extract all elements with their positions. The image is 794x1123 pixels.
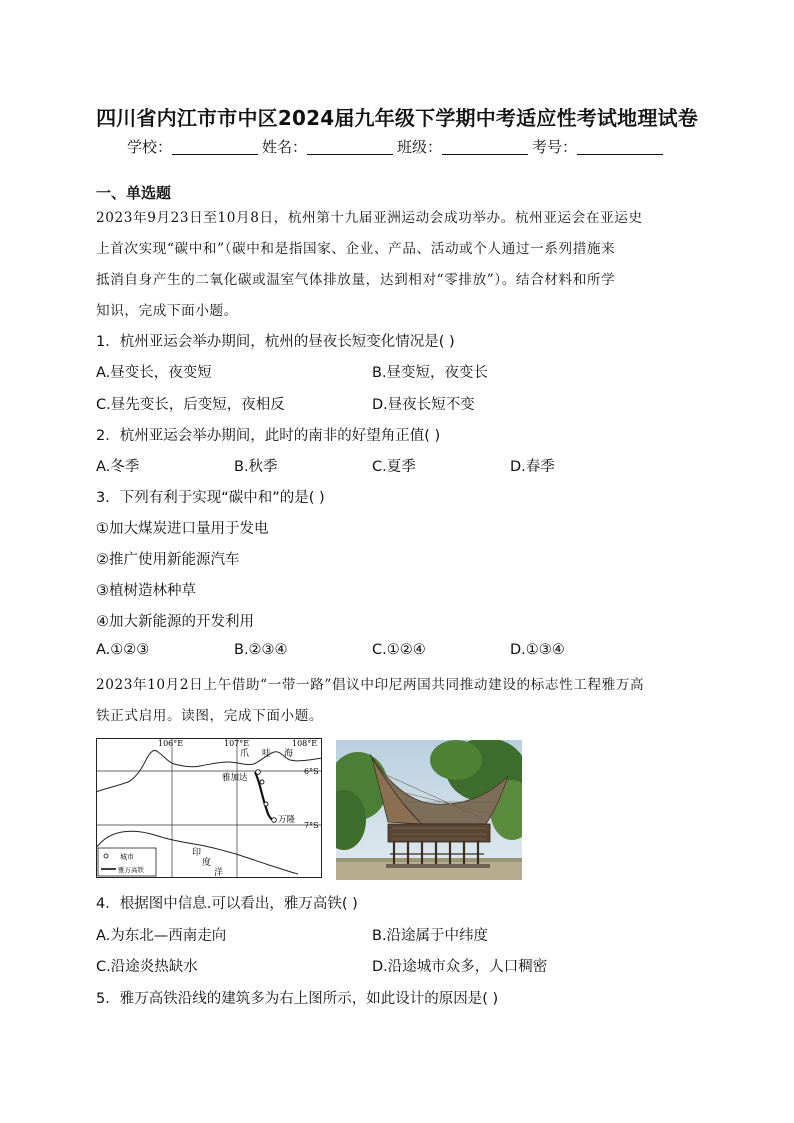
- q3-item: ③植树造林种草: [96, 583, 196, 599]
- q1-option-b[interactable]: B.昼变短，夜变长: [372, 365, 489, 381]
- school-label: 学校：: [126, 138, 172, 156]
- lat-label: 7°S: [304, 821, 319, 830]
- q4-option-a[interactable]: A.为东北—西南走向: [96, 928, 227, 944]
- q2-option-a[interactable]: A.冬季: [96, 459, 140, 475]
- exam-title: 四川省内江市市中区2024届九年级下学期中考适应性考试地理试卷: [96, 106, 698, 130]
- q3-item: ①加大煤炭进口量用于发电: [96, 521, 269, 537]
- ocean-label: 度: [202, 858, 212, 868]
- q3-item: ④加大新能源的开发利用: [96, 614, 254, 630]
- legend-city-label: 城市: [120, 853, 134, 861]
- student-info-line: [0, 136, 794, 157]
- legend-rail-label: 雅万高铁: [118, 866, 144, 874]
- ocean-label: 洋: [214, 868, 224, 878]
- name-label: 姓名：: [261, 138, 307, 156]
- class-blank[interactable]: [442, 138, 528, 155]
- stilt-house-photo: [336, 740, 522, 880]
- sea-label: 哇: [262, 749, 272, 759]
- q1-option-d[interactable]: D.昼夜长短不变: [372, 397, 475, 413]
- lon-label: 107°E: [224, 739, 250, 748]
- q4-option-c[interactable]: C.沿途炎热缺水: [96, 959, 198, 975]
- section-heading: 一、单选题: [96, 184, 172, 202]
- city-marker: [260, 780, 264, 784]
- material1-line: 知识，完成下面小题。: [96, 303, 238, 319]
- q4-option-d[interactable]: D.沿途城市众多，人口稠密: [372, 959, 548, 975]
- class-label: 班级：: [397, 138, 443, 156]
- q3-option-c[interactable]: C.①②④: [372, 642, 426, 658]
- question-3-stem: 3．下列有利于实现“碳中和”的是( ): [96, 490, 325, 506]
- lon-label: 108°E: [292, 739, 318, 748]
- q4-option-b[interactable]: B.沿途属于中纬度: [372, 928, 489, 944]
- city-label-jakarta: 雅加达: [222, 773, 248, 783]
- city-label-bandung: 万隆: [278, 815, 296, 825]
- q1-option-a[interactable]: A.昼变长，夜变短: [96, 365, 212, 381]
- q2-option-b[interactable]: B.秋季: [234, 459, 278, 475]
- question-4-stem: 4．根据图中信息.可以看出，雅万高铁( ): [96, 896, 358, 912]
- q2-option-c[interactable]: C.夏季: [372, 459, 416, 475]
- city-marker: [264, 802, 268, 806]
- city-bandung-marker: [272, 818, 277, 823]
- ocean-label: 印: [192, 848, 202, 858]
- material1-line: 上首次实现“碳中和”（碳中和是指国家、企业、产品、活动或个人通过一系列措施来: [96, 241, 616, 257]
- question-5-stem: 5．雅万高铁沿线的建筑多为右上图所示，如此设计的原因是( ): [96, 991, 499, 1007]
- sea-label: 海: [284, 749, 294, 759]
- q3-option-a[interactable]: A.①②③: [96, 642, 150, 658]
- sea-label: 爪: [240, 749, 250, 759]
- q1-option-c[interactable]: C.昼先变长，后变短，夜相反: [96, 397, 285, 413]
- lat-label: 6°S: [304, 767, 319, 776]
- number-blank[interactable]: [577, 138, 663, 155]
- material2-line: 铁正式启用。读图，完成下面小题。: [96, 708, 324, 724]
- q3-option-b[interactable]: B.②③④: [234, 642, 288, 658]
- name-blank[interactable]: [307, 138, 393, 155]
- city-jakarta-marker: [256, 770, 261, 775]
- lon-label: 106°E: [158, 739, 184, 748]
- q3-item: ②推广使用新能源汽车: [96, 552, 240, 568]
- q3-option-d[interactable]: D.①③④: [510, 642, 565, 658]
- question-2-stem: 2．杭州亚运会举办期间，此时的南非的好望角正值( ): [96, 428, 441, 444]
- number-label: 考号：: [532, 138, 578, 156]
- jakarta-bandung-railway-map: [96, 738, 322, 878]
- question-1-stem: 1．杭州亚运会举办期间，杭州的昼夜长短变化情况是( ): [96, 334, 455, 350]
- material1-line: 2023年9月23日至10月8日，杭州第十九届亚洲运动会成功举办。杭州亚运会在亚运史: [96, 210, 643, 226]
- material1-line: 抵消自身产生的二氧化碳或温室气体排放量，达到相对“零排放”）。结合材料和所学: [96, 272, 616, 288]
- q2-option-d[interactable]: D.春季: [510, 459, 555, 475]
- school-blank[interactable]: [172, 138, 258, 155]
- legend-city-icon: [104, 854, 108, 858]
- material2-line: 2023年10月2日上午借助“一带一路”倡议中印尼两国共同推动建设的标志性工程雅万高: [96, 677, 645, 693]
